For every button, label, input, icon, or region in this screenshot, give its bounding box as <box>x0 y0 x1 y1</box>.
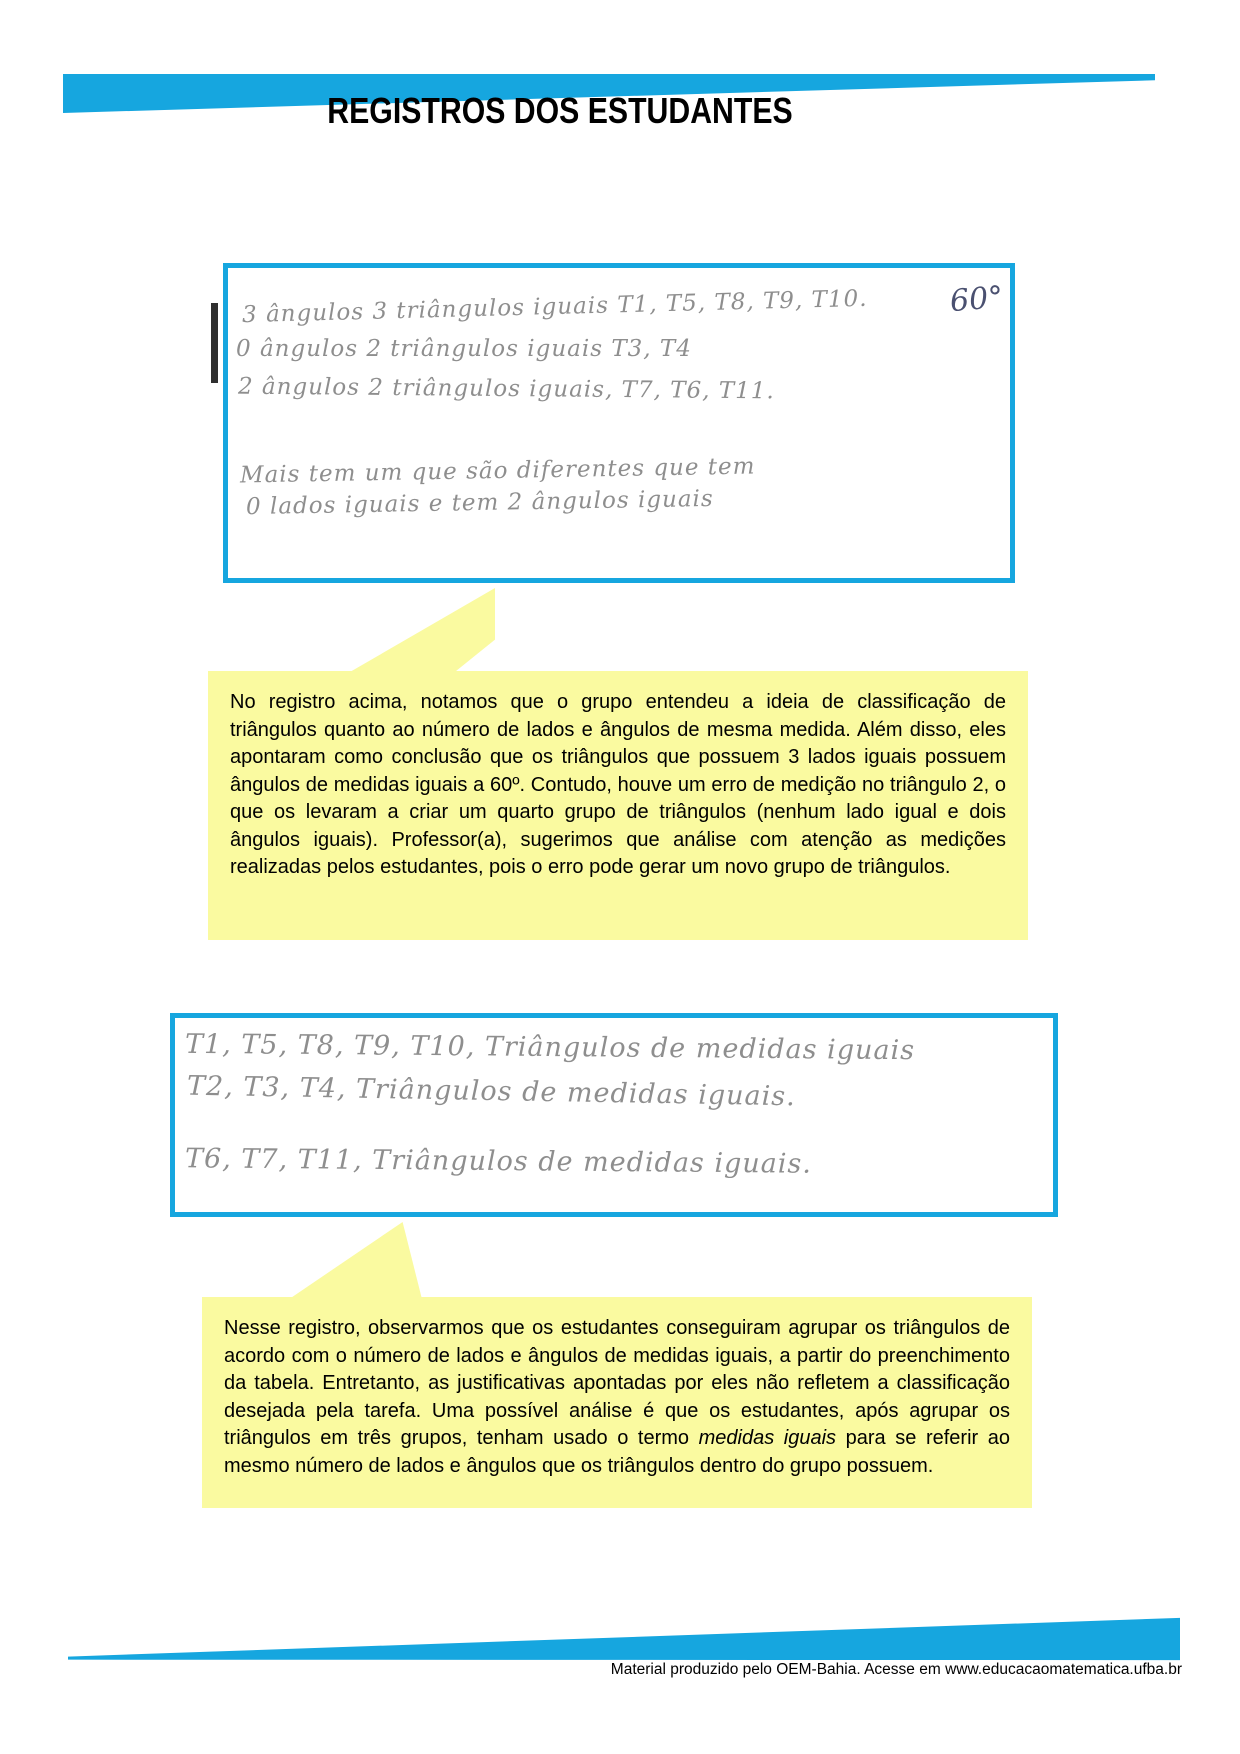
commentary-callout-2 <box>202 1297 1032 1508</box>
callout-1-pointer <box>345 588 495 674</box>
commentary-callout-1 <box>208 671 1028 940</box>
handwritten-line: T1, T5, T8, T9, T10, Triângulos de medidas iguais <box>184 1028 916 1067</box>
handwritten-line: 0 lados iguais e tem 2 ângulos iguais <box>245 485 714 521</box>
handwritten-line: T6, T7, T11, Triângulos de medidas iguais. <box>184 1143 813 1180</box>
handwritten-degree-annotation: 60° <box>948 279 1005 320</box>
page-title: REGISTROS DOS ESTUDANTES <box>327 90 793 131</box>
student-record-scan-2 <box>170 1013 1058 1217</box>
callout-2-text-before: Nesse registro, observarmos que os estudantes conseguiram agrupar os triângulos de acordo com o número de lados e ângulos de medidas iguais, a partir do preenchimento da tabela. Entretanto, as justificativas apontadas por eles não refletem a classificação desejada pela tarefa. Uma possível análise é que os estudantes, após agrupar os triângulos em três grupos, tenham usado o termo <box>224 1317 1010 1449</box>
footer-credit: Material produzido pelo OEM-Bahia. Acesse em www.educacaomatematica.ufba.br <box>610 1661 1182 1678</box>
handwritten-line: 2 ângulos 2 triângulos iguais, T7, T6, T11. <box>237 373 775 405</box>
student-record-scan-1 <box>223 263 1015 583</box>
callout-2-text-after: para se referir ao mesmo número de lados e ângulos que os triângulos dentro do grupo possuem. <box>224 1427 1010 1477</box>
callout-1-text: No registro acima, notamos que o grupo entendeu a ideia de classificação de triângulos quanto ao número de lados e ângulos de mesma medida. Além disso, eles apontaram como conclusão que os triângulos que possuem 3 lados iguais possuem ângulos de medidas iguais a 60º. Contudo, houve um erro de medição no triângulo 2, o que os levaram a criar um quarto grupo de triângulos (nenhum lado igual e dois ângulos iguais). Professor(a), sugerimos que análise com atenção as medições realizadas pelos estudantes, pois o erro pode gerar um novo grupo de triângulos. <box>230 691 1006 878</box>
handwritten-line: 0 ângulos 2 triângulos iguais T3, T4 <box>236 336 692 362</box>
handwritten-line: T2, T3, T4, Triângulos de medidas iguais. <box>186 1070 796 1113</box>
callout-2-pointer <box>285 1222 425 1300</box>
bottom-banner-shape <box>68 1617 1180 1661</box>
callout-2-italic-term: medidas iguais <box>698 1427 837 1449</box>
scan-artifact <box>211 303 218 383</box>
handwritten-line: 3 ângulos 3 triângulos iguais T1, T5, T8, T9, T10. <box>241 285 868 329</box>
handwritten-line: Mais tem um que são diferentes que tem <box>239 453 756 489</box>
